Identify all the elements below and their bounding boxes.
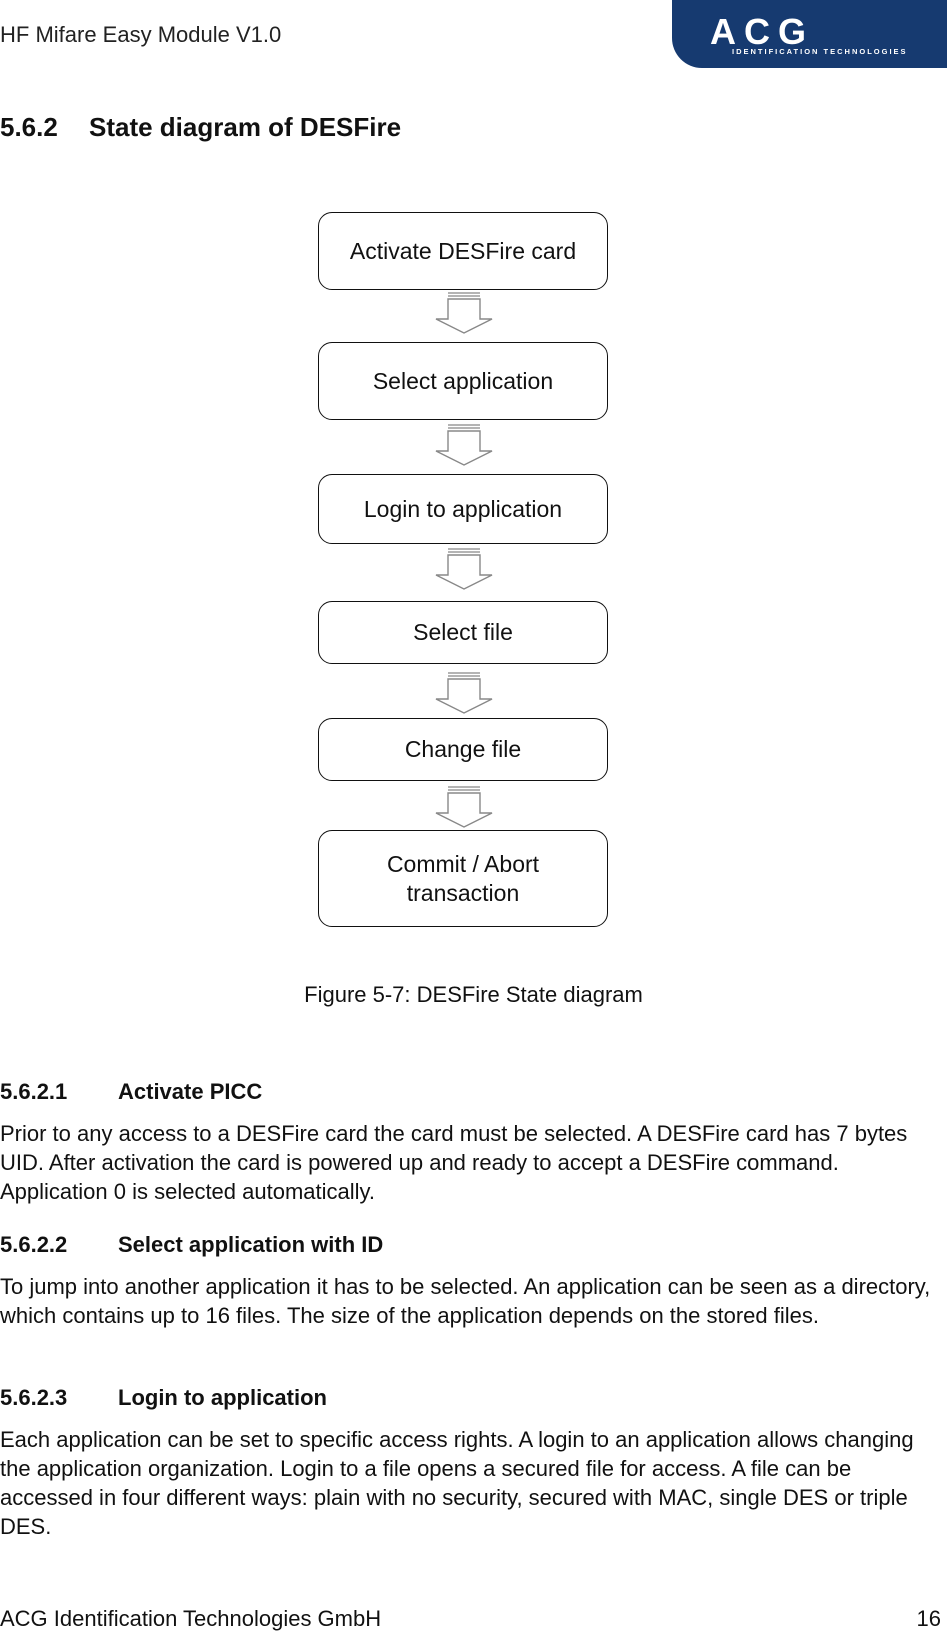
state-box-select-file: Select file [318, 601, 608, 664]
document-title: HF Mifare Easy Module V1.0 [0, 22, 282, 47]
logo-text: ACG [710, 11, 814, 52]
section-number: 5.6.2 [0, 112, 58, 142]
subsection-number: 5.6.2.2 [0, 1232, 68, 1257]
footer-company: ACG Identification Technologies GmbH [0, 1606, 382, 1631]
state-box-activate: Activate DESFire card [318, 212, 608, 290]
down-arrow-icon [435, 292, 493, 334]
logo-tagline: IDENTIFICATION TECHNOLOGIES [732, 47, 908, 56]
down-arrow-icon [435, 548, 493, 590]
subsection-number: 5.6.2.3 [0, 1385, 68, 1410]
subsection-number: 5.6.2.1 [0, 1079, 68, 1104]
section-title: State diagram of DESFire [89, 112, 402, 142]
state-box-select-application: Select application [318, 342, 608, 420]
subsection-title: Login to application [118, 1385, 327, 1410]
subsection-heading [0, 1385, 327, 1411]
state-box-change-file: Change file [318, 718, 608, 781]
subsection-paragraph: To jump into another application it has to be selected. An application can be seen as a directory, which contains up to 16 files. The size of the application depends on the stored files. [0, 1274, 931, 1328]
down-arrow-icon [435, 424, 493, 466]
subsection-paragraph: Each application can be set to specific access rights. A login to an application allows changing the application organization. Login to a file opens a secured file for access. A file can be accessed in four different ways: plain with no security, secured with MAC, single DES or triple DES. [0, 1427, 914, 1539]
state-diagram [0, 200, 947, 940]
down-arrow-icon [435, 672, 493, 714]
section-heading [0, 112, 401, 143]
subsection-heading [0, 1079, 262, 1105]
down-arrow-icon [435, 786, 493, 828]
subsection-heading [0, 1232, 383, 1258]
state-box-commit-abort: Commit / Abort transaction [318, 830, 608, 927]
subsection-title: Select application with ID [118, 1232, 384, 1257]
subsection-paragraph: Prior to any access to a DESFire card the card must be selected. A DESFire card has 7 bytes UID. After activation the card is powered up and ready to accept a DESFire command. Application 0 is selected automatically. [0, 1121, 908, 1204]
state-box-login: Login to application [318, 474, 608, 544]
figure-caption: Figure 5-7: DESFire State diagram [304, 982, 643, 1007]
acg-logo [672, 0, 947, 68]
page-number: 16 [916, 1606, 941, 1631]
subsection-title: Activate PICC [118, 1079, 263, 1104]
